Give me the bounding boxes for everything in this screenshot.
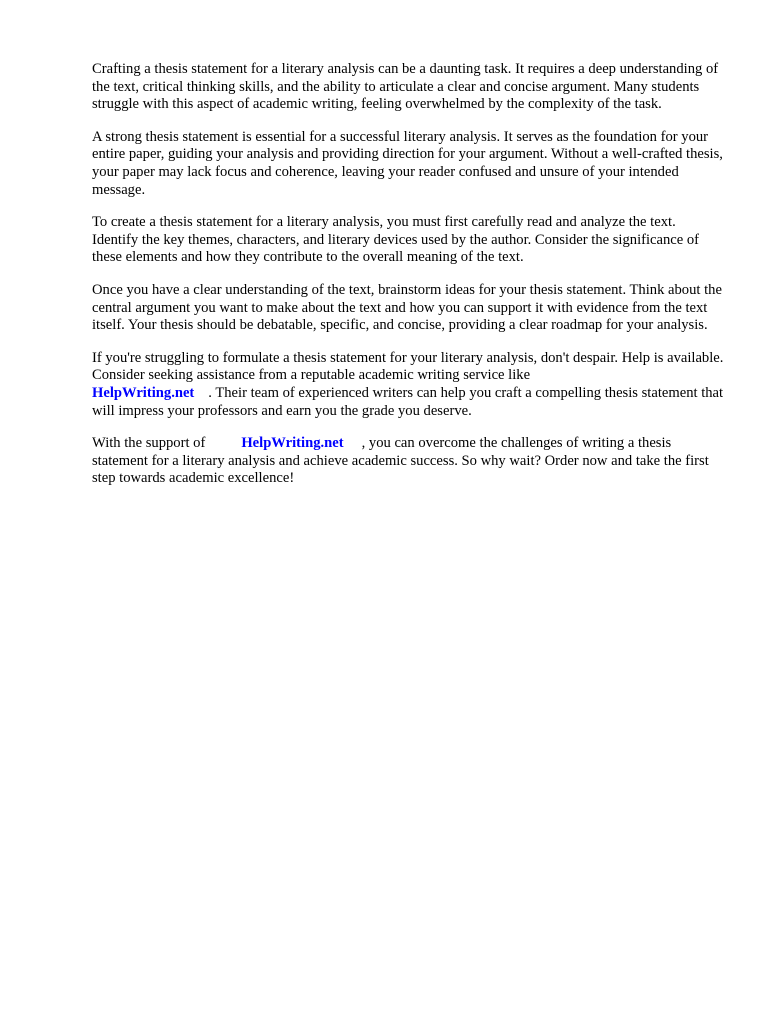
paragraph-6 bbox=[92, 435, 724, 488]
helpwriting-link-2[interactable]: HelpWriting.net bbox=[241, 435, 344, 452]
paragraph-6-text-after: , you can overcome the challenges of writing a thesis statement for a literary analysis and achieve academic success. So why wait? Order now and take the first step towards academic excellence! bbox=[92, 435, 709, 487]
paragraph-6-text-before: With the support of bbox=[92, 435, 206, 452]
paragraph-5 bbox=[92, 350, 724, 420]
paragraph-2: A strong thesis statement is essential for a successful literary analysis. It serves as the foundation for your entire paper, guiding your analysis and providing direction for your argument. Without a well-crafted thesis, your paper may lack focus and coherence, leaving your reader confused and unsure of your intended message. bbox=[92, 128, 723, 198]
paragraph-1: Crafting a thesis statement for a literary analysis can be a daunting task. It requires a deep understanding of the text, critical thinking skills, and the ability to articulate a clear and concise argument. Many students struggle with this aspect of academic writing, feeling overwhelmed by the complexity of the task. bbox=[92, 61, 719, 113]
paragraph-5-text-after: . Their team of experienced writers can help you craft a compelling thesis statement that will impress your professors and earn you the grade you deserve. bbox=[92, 384, 724, 419]
document-body bbox=[92, 61, 724, 503]
paragraph-3: To create a thesis statement for a literary analysis, you must first carefully read and analyze the text. Identify the key themes, characters, and literary devices used by the author. Consider the significance of these elements and how they contribute to the overall meaning of the text. bbox=[92, 214, 700, 266]
paragraph-5-text-before: If you're struggling to formulate a thesis statement for your literary analysis, don't despair. Help is available. Consider seeking assistance from a reputable academic writing service like bbox=[92, 349, 724, 384]
paragraph-4: Once you have a clear understanding of the text, brainstorm ideas for your thesis statement. Think about the central argument you want to make about the text and how you can support it with evidence from the text itself. Your thesis should be debatable, specific, and concise, providing a clear roadmap for your analysis. bbox=[92, 281, 722, 334]
helpwriting-link-1[interactable]: HelpWriting.net bbox=[92, 384, 195, 401]
